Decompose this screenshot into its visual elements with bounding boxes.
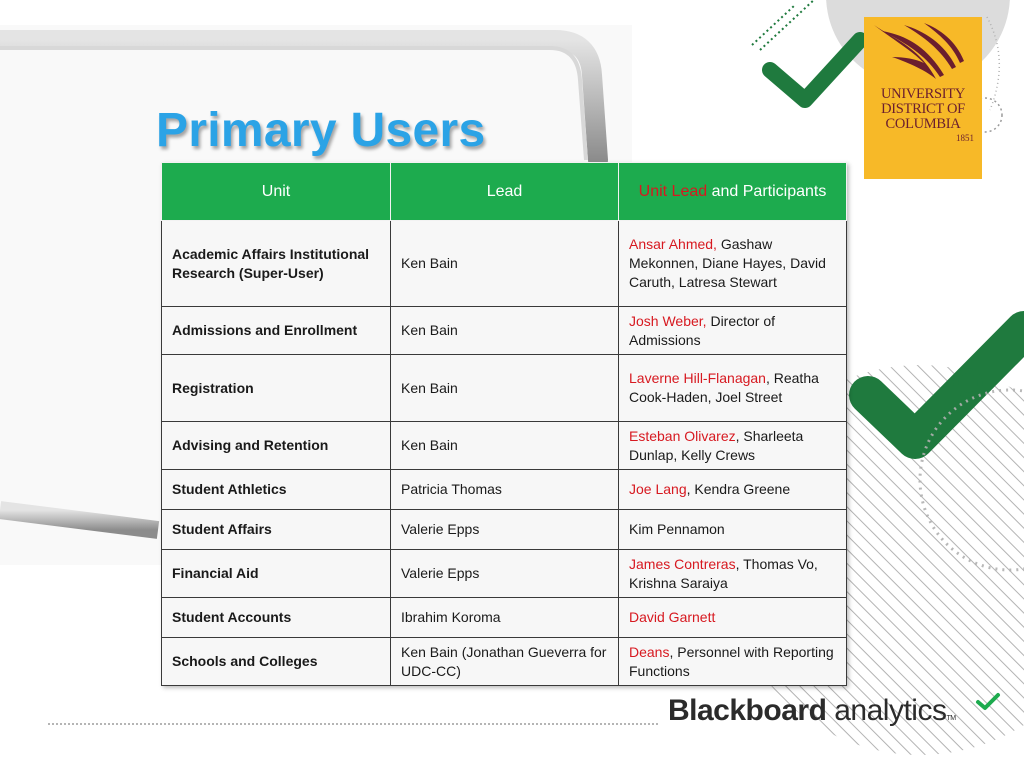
table-row: [162, 355, 847, 422]
header-participants-rest: and Participants: [707, 182, 827, 200]
cell-participants: [619, 510, 847, 550]
footer-divider: [48, 723, 658, 725]
cell-participants: [619, 307, 847, 355]
cell-lead: Ken Bain: [391, 307, 619, 355]
cell-participants: [619, 550, 847, 598]
cell-participants: [619, 598, 847, 638]
table-row: [162, 470, 847, 510]
header-participants-red: Unit Lead: [638, 182, 708, 200]
cell-unit: Student Affairs: [162, 510, 391, 550]
primary-users-table: [161, 162, 847, 686]
participant-others: , Reatha Cook-Haden, Joel Street: [629, 370, 819, 405]
cell-participants: [619, 422, 847, 470]
cell-participants: [619, 221, 847, 307]
cell-unit: Schools and Colleges: [162, 638, 391, 686]
trademark: TM: [946, 715, 956, 722]
cell-lead: Ken Bain: [391, 221, 619, 307]
udc-logo: [864, 17, 982, 179]
cell-lead: Ibrahim Koroma: [391, 598, 619, 638]
participant-lead: Laverne Hill-Flanagan: [629, 370, 766, 386]
cell-participants: [619, 638, 847, 686]
participant-lead: James Contreras: [629, 555, 736, 572]
cell-unit: Financial Aid: [162, 550, 391, 598]
cell-participants: [619, 355, 847, 422]
logo-year: 1851: [956, 133, 974, 143]
wing-icon: [864, 17, 982, 89]
logo-line-1: UNIVERSITY: [881, 86, 965, 102]
slide-title: Primary Users: [156, 104, 486, 157]
cell-unit: Advising and Retention: [162, 422, 391, 470]
participant-others: , Sharleeta Dunlap, Kelly Crews: [629, 427, 804, 463]
participant-others: , Thomas Vo, Krishna Saraiya: [629, 555, 818, 591]
participant-lead: Josh Weber,: [629, 312, 707, 329]
table-row: [162, 598, 847, 638]
participant-others: Director of Admissions: [629, 312, 776, 348]
participant-others: , Personnel with Reporting Functions: [629, 643, 834, 679]
cell-participants: [619, 470, 847, 510]
table-row: [162, 550, 847, 598]
cell-lead: Patricia Thomas: [391, 470, 619, 510]
participant-lead: Ansar Ahmed,: [629, 236, 717, 252]
cell-unit: Student Athletics: [162, 470, 391, 510]
cell-unit: Academic Affairs Institutional Research (Super-User): [162, 221, 391, 307]
header-unit: Unit: [162, 163, 391, 221]
check-icon: [975, 692, 1001, 712]
brand-light: analytics: [826, 694, 947, 727]
cell-unit: Student Accounts: [162, 598, 391, 638]
brand-bold: Blackboard: [668, 694, 827, 727]
participant-others: Gashaw Mekonnen, Diane Hayes, David Caruth, Latresa Stewart: [629, 236, 826, 290]
table-row: [162, 422, 847, 470]
table-row: [162, 221, 847, 307]
participant-lead: David Garnett: [629, 609, 716, 625]
header-lead: Lead: [391, 163, 619, 221]
cell-lead: Valerie Epps: [391, 510, 619, 550]
participant-lead: Esteban Olivarez: [629, 427, 736, 444]
blackboard-analytics-logo: [668, 694, 956, 728]
cell-lead: Ken Bain: [391, 422, 619, 470]
participant-others: , Kendra Greene: [686, 481, 791, 497]
participant-lead: Deans: [629, 643, 670, 660]
table-row: [162, 510, 847, 550]
table-header-row: [162, 163, 847, 221]
participant-others: Kim Pennamon: [629, 521, 725, 537]
table-row: [162, 307, 847, 355]
cell-lead: Ken Bain (Jonathan Gueverra for UDC-CC): [391, 638, 619, 686]
logo-line-2: DISTRICT OF: [881, 101, 965, 117]
header-participants: [619, 163, 847, 221]
logo-line-3: COLUMBIA: [885, 116, 961, 132]
cell-lead: Ken Bain: [391, 355, 619, 422]
table-row: [162, 638, 847, 686]
cell-lead: Valerie Epps: [391, 550, 619, 598]
cell-unit: Registration: [162, 355, 391, 422]
participant-lead: Joe Lang: [629, 481, 687, 497]
cell-unit: Admissions and Enrollment: [162, 307, 391, 355]
